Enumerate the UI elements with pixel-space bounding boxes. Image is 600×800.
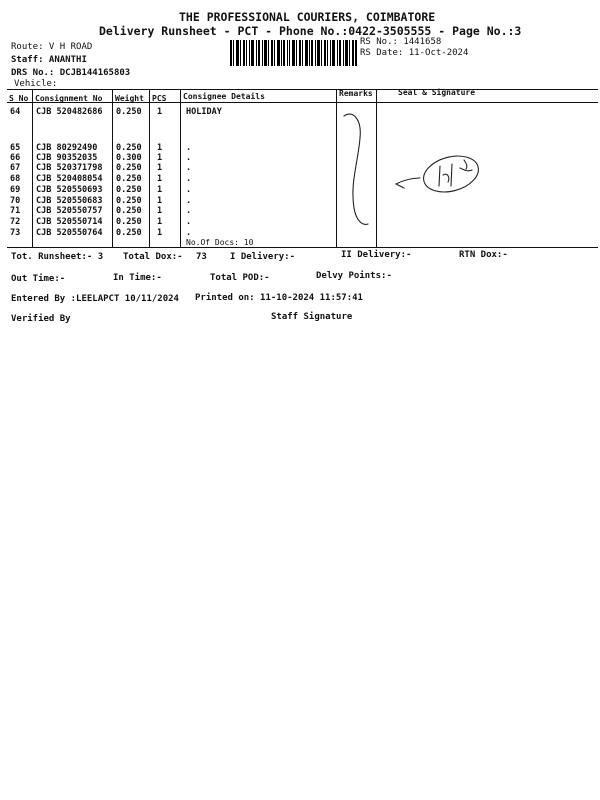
cell-weight: 0.250 (116, 196, 142, 206)
in-time: In Time:- (113, 273, 162, 283)
printed-on: Printed on: 11-10-2024 11:57:41 (195, 293, 363, 303)
col-header-weight: Weight (115, 94, 144, 103)
cell-consignment-no: CJB 520550693 (36, 185, 103, 195)
cell-consignment-no: CJB 520408054 (36, 174, 103, 184)
cell-pcs: 1 (157, 107, 163, 117)
cell-consignee-details: . (186, 143, 192, 153)
staff-signature: Staff Signature (271, 312, 353, 322)
cell-consignee-details: . (186, 163, 192, 173)
cell-consignment-no: CJB 520550683 (36, 196, 103, 206)
cell-sno: 65 (10, 143, 21, 153)
total-dox-label: Total Dox:- (123, 252, 183, 262)
table-row (0, 217, 600, 228)
table-row (0, 107, 600, 118)
cell-consignee-details: . (186, 174, 192, 184)
cell-weight: 0.250 (116, 174, 142, 184)
handwritten-signature (338, 108, 508, 238)
cell-consignment-no: CJB 520482686 (36, 107, 103, 117)
no-of-docs: No.Of Docs: 10 (186, 238, 254, 247)
delvy-points: Delvy Points:- (316, 271, 392, 281)
rtn-dox: RTN Dox:- (459, 250, 508, 260)
cell-pcs: 1 (157, 185, 163, 195)
i-delivery: I Delivery:- (230, 252, 296, 262)
table-bottom-border (7, 247, 598, 248)
cell-weight: 0.250 (116, 217, 142, 227)
table-top-border (7, 89, 598, 90)
cell-sno: 64 (10, 107, 21, 117)
cell-consignment-no: CJB 90352035 (36, 153, 98, 163)
cell-weight: 0.250 (116, 163, 142, 173)
table-row (0, 174, 600, 185)
cell-pcs: 1 (157, 228, 163, 238)
staff-text: Staff: ANANTHI (11, 55, 87, 65)
cell-pcs: 1 (157, 206, 163, 216)
out-time: Out Time:- (11, 274, 66, 284)
cell-sno: 69 (10, 185, 21, 195)
cell-pcs: 1 (157, 174, 163, 184)
cell-pcs: 1 (157, 196, 163, 206)
tot-runsheet: Tot. Runsheet:- 3 (11, 252, 104, 262)
col-header-consignment: Consignment No (35, 94, 103, 103)
cell-weight: 0.250 (116, 206, 142, 216)
col-header-consignee: Consignee Details (183, 92, 265, 101)
cell-sno: 70 (10, 196, 21, 206)
table-row (0, 206, 600, 217)
cell-consignment-no: CJB 520550764 (36, 228, 103, 238)
cell-sno: 71 (10, 206, 21, 216)
rs-number: RS No.: 1441658 (360, 37, 442, 47)
cell-weight: 0.250 (116, 107, 142, 117)
cell-consignment-no: CJB 520550757 (36, 206, 103, 216)
route-text: Route: V H ROAD (11, 42, 93, 52)
drs-number: DRS No.: DCJB144165803 (11, 68, 131, 78)
entered-by: Entered By :LEELAPCT 10/11/2024 (11, 294, 179, 304)
vehicle-text: Vehicle: (14, 79, 58, 89)
cell-sno: 66 (10, 153, 21, 163)
barcode-graphic (230, 40, 357, 66)
cell-consignee-details: . (186, 185, 192, 195)
cell-weight: 0.250 (116, 185, 142, 195)
ii-delivery: II Delivery:- (341, 250, 412, 260)
col-header-pcs: PCS (152, 94, 167, 103)
cell-consignee-details: HOLIDAY (186, 107, 222, 117)
cell-weight: 0.300 (116, 153, 142, 163)
cell-consignment-no: CJB 520371798 (36, 163, 103, 173)
cell-sno: 67 (10, 163, 21, 173)
cell-sno: 68 (10, 174, 21, 184)
cell-consignee-details: . (186, 153, 192, 163)
cell-consignee-details: . (186, 196, 192, 206)
cell-pcs: 1 (157, 163, 163, 173)
col-header-sno: S No (9, 94, 29, 103)
cell-consignee-details: . (186, 206, 192, 216)
cell-consignment-no: CJB 80292490 (36, 143, 98, 153)
total-dox-value: 73 (196, 252, 207, 262)
cell-consignee-details: . (186, 217, 192, 227)
cell-sno: 72 (10, 217, 21, 227)
rs-date: RS Date: 11-Oct-2024 (360, 48, 469, 58)
verified-by: Verified By (11, 314, 71, 324)
table-row (0, 163, 600, 174)
company-title: THE PROFESSIONAL COURIERS, COIMBATORE (179, 10, 436, 24)
cell-pcs: 1 (157, 217, 163, 227)
cell-pcs: 1 (157, 153, 163, 163)
col-header-remarks: Remarks (339, 89, 373, 98)
cell-weight: 0.250 (116, 228, 142, 238)
cell-consignee-details: . (186, 228, 192, 238)
total-pod: Total POD:- (210, 273, 270, 283)
col-header-seal-signature: Seal & Signature (398, 88, 476, 97)
table-row (0, 228, 600, 239)
cell-sno: 73 (10, 228, 21, 238)
runsheet-subtitle: Delivery Runsheet - PCT - Phone No.:0422-3505555 - Page No.:3 (99, 24, 522, 38)
cell-weight: 0.250 (116, 143, 142, 153)
cell-pcs: 1 (157, 143, 163, 153)
cell-consignment-no: CJB 520550714 (36, 217, 103, 227)
table-row (0, 185, 600, 196)
